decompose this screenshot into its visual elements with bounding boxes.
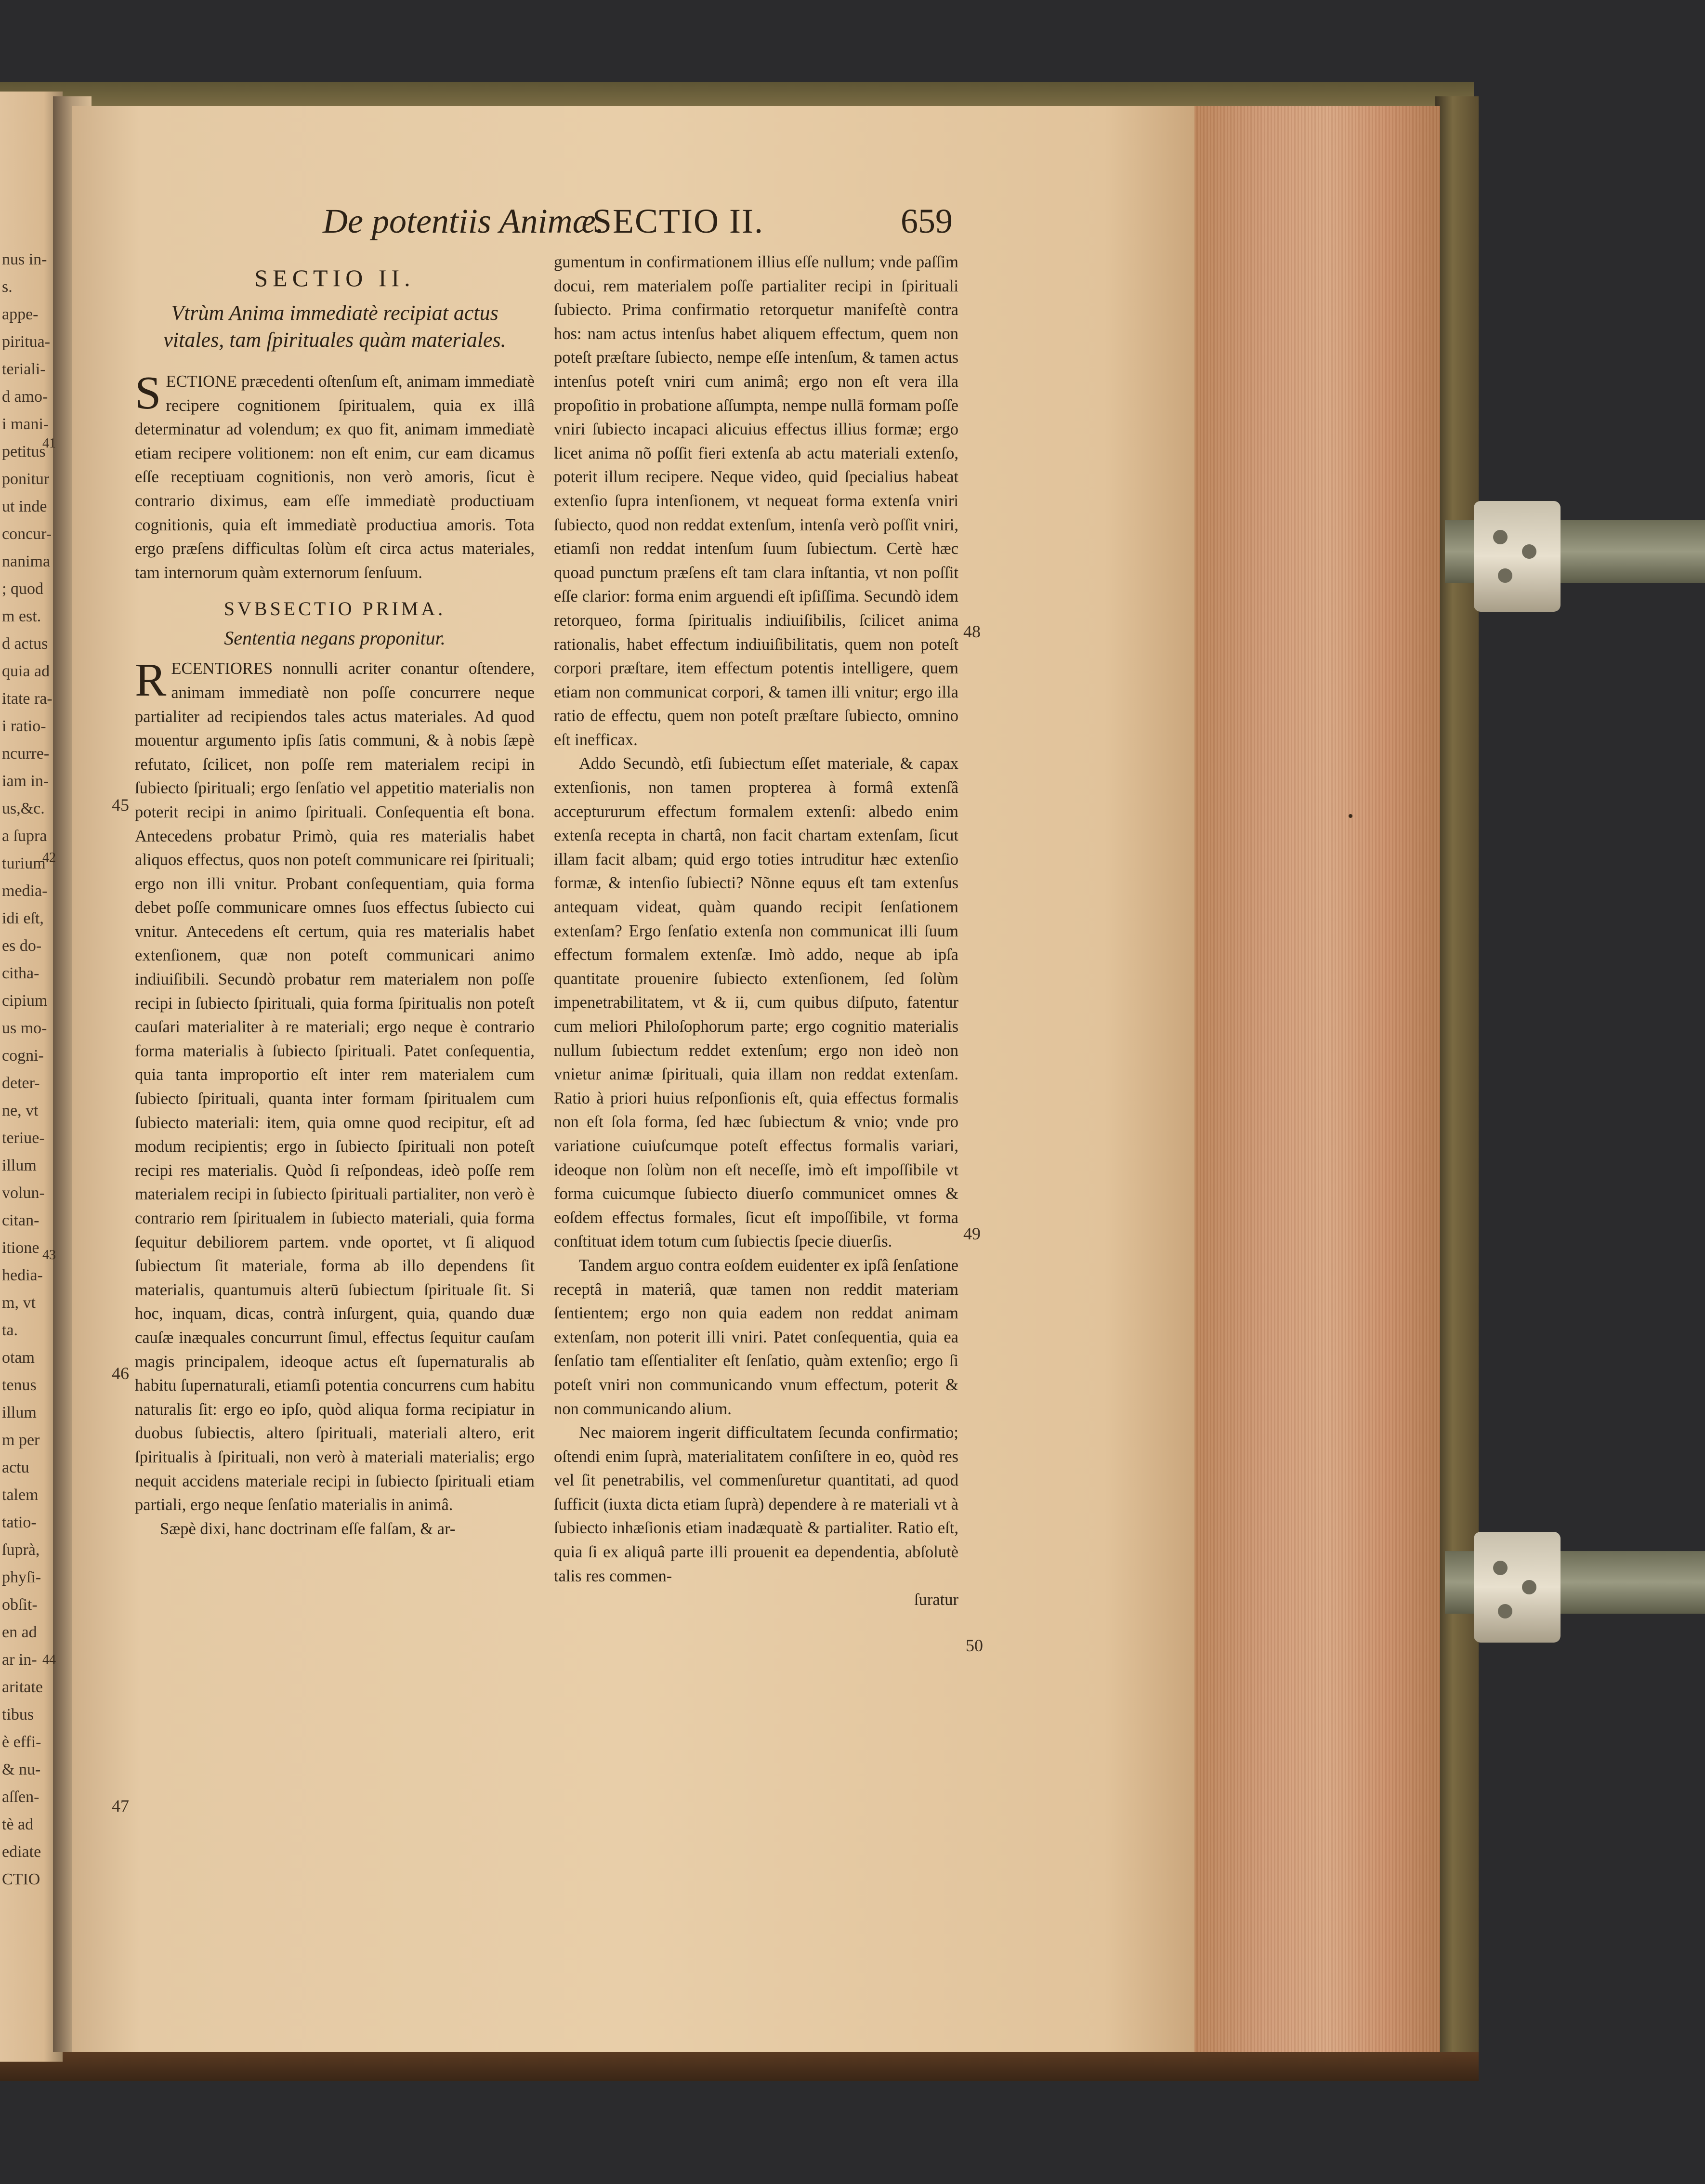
subsection-sententia: Sententia negans proponitur. (224, 627, 446, 649)
left-page-fragment: m per (2, 1431, 40, 1449)
margin-number-49: 49 (963, 1224, 981, 1243)
margin-number-48: 48 (963, 622, 981, 641)
left-margin-number-44: 44 (42, 1652, 56, 1667)
left-page-fragment: illum (2, 1404, 37, 1421)
left-page-fragment: petitus (2, 443, 46, 460)
section-question: Vtrùm Anima immediatè recipiat actus vitales, tam ſpirituales quàm materiales. (163, 301, 506, 352)
left-page-fragment: nus in- (2, 250, 47, 268)
left-page-fragment: tenus (2, 1376, 37, 1394)
left-page-fragment: CTIO (2, 1870, 40, 1888)
left-page-fragment: tè ad (2, 1816, 34, 1833)
page-number: 659 (901, 202, 953, 240)
left-page-fragment: m est. (2, 607, 41, 625)
left-page-fragment: actu (2, 1459, 29, 1476)
left-page-fragment: es do- (2, 937, 42, 955)
subsection-paragraph (135, 654, 535, 1517)
left-page-fragment: turium (2, 855, 46, 872)
section-intro-paragraph (135, 367, 535, 585)
lower-clasp (1445, 1532, 1705, 1643)
left-page-fragment: appe- (2, 305, 39, 323)
clasp-rivet (1522, 544, 1536, 559)
right-paragraph-2: Addo Secundò, etſi ſubiectum eſſet materiale, & capax extenſionis, non tamen propterea à formâ extenſâ acceptururum effectum formalem extenſi: albedo enim extenſa recepta in chartâ, non facit chartam extenſam, ſicut illam facit albam; quid ergo toties intruditur hæc extenſio formæ, & intenſio ſubiecti? Nõnne equus eſt tam extenſus antequam videat, quàm quando recipit ſenſationem extenſam? Ergo ſenſatio extenſa non communicat illi ſuum effectum formalem extenſæ. Imò addo, neque ab ipſa quantitate prouenire ſubiecto extenſionem, ſed ſolùm impenetrabilitatem, vt & ii, cum quibus diſputo, fatentur cum meliori Philoſophorum parte; ergo cognitio materialis nullum ſubiectum reddet extenſum; ergo non ideò non vnietur animæ ſpirituali, quia illam non reddat extenſam. Ratio à priori huius reſponſionis eſt, quia effectus formalis non eſt ſola forma, ſed hæc ſubiectum & vnio; vnde pro variatione cuiuſcumque poteſt effectus formalis variari, ideoque non ſolùm non eſt neceſſe, imò eſt impoſſibile vt forma cuicumque ſubiecto diuerſo communicet omnes & eoſdem effectus formales, ſicut eſt impoſſibile, vt forma conſtituat idem totum cum ſubiectis ſpecie diuerſis. (554, 754, 958, 1251)
running-title: De potentiis Animæ. (323, 202, 604, 240)
margin-number-47: 47 (112, 1796, 129, 1816)
left-page-fragment: ta. (2, 1321, 18, 1339)
right-paragraph-1: gumentum in confirmationem illius eſſe nullum; vnde paſſim docui, rem materialem poſſe partialiter recipi in ſpirituali ſubiecto. Prima confirmatio retorquetur manifeſtè contra hos: nam actus intenſus habet aliquem effectum, quem non poteſt præſtare ſubiecto, nempe eſſe intenſum, & tamen actus intenſus poteſt vniri cum animâ; ergo non eſt vera illa propoſitio in probatione aſſumpta, nempe nullā formam poſſe vniri ſubiecto incapaci alicuius effectus illius formæ; ergo licet anima nõ poſſit fieri extenſa ab actu materiali extenſo, poterit illum recipere. Neque video, quid ſpecialius habeat extenſio ſupra intenſionem, vt nequeat forma extenſa vniri ſubiecto, quod non reddat extenſum, intenſa verò poſſit vniri, etiamſi non reddat intenſum ſuum ſubiectum. Certè hæc quoad punctum præſens eſt tam clara inſtantia, vt non poſſit eſſe clarior: forma enim arguendi eſt ipſiſſima. Secundò idem retorqueo, forma ſpiritualis indiuiſibilis, ſcilicet anima rationalis, habet effectum indiuiſibilitatis, quem non poteſt corpori præſtare, item effectum potentis intelligere, quem etiam non communicat corpori, & tamen illi vnitur; ergo illa ratio de effectu, quem non poteſt præſtare ſubiecto, omnino eſt inefficax. (554, 253, 958, 749)
upper-clasp (1445, 501, 1705, 612)
catchword: ſuratur (914, 1591, 958, 1609)
left-page-fragment: cipium (2, 992, 48, 1010)
left-page-fragment: i ratio- (2, 717, 46, 735)
margin-number-46: 46 (112, 1364, 129, 1383)
left-page-fragment: us mo- (2, 1019, 47, 1037)
left-page-fragment: s. (2, 278, 13, 296)
left-page-fragment: concur- (2, 525, 52, 543)
left-page-fragment: ; quod (2, 580, 43, 598)
left-page-fragment: teriue- (2, 1129, 45, 1147)
left-page-fragment: hedia- (2, 1266, 43, 1284)
clasp-rivet (1498, 1604, 1512, 1618)
margin-number-45: 45 (112, 795, 129, 815)
left-page-fragment: otam (2, 1349, 35, 1367)
left-page-fragment: citan- (2, 1211, 39, 1229)
left-page-fragment: phyſi- (2, 1568, 41, 1586)
left-page-fragment: piritua- (2, 333, 51, 351)
clasp-plate (1474, 501, 1561, 612)
page-block-fore-edge (1190, 106, 1440, 2062)
left-page-fragment: deter- (2, 1074, 40, 1092)
clasp-rivet (1522, 1580, 1536, 1594)
left-page-fragment: us,&c. (2, 800, 45, 817)
left-page-fragment: itate ra- (2, 690, 52, 708)
left-page-fragment: aſſen- (2, 1788, 39, 1806)
left-page-fragment: teriali- (2, 360, 46, 378)
left-page-fragment: obſit- (2, 1596, 38, 1614)
clasp-rivet (1498, 568, 1512, 583)
left-page-fragment: ſuprà, (2, 1541, 40, 1559)
left-page-fragment: ediate (2, 1843, 41, 1861)
left-page-fragment: cogni- (2, 1047, 44, 1065)
subsection-text: ECENTIORES nonnulli acriter conantur oſtendere, animam immediatè non poſſe concurrere neque partialiter ad recipiendos tales actus materiales. Ad quod mouentur argumento ipſis ſatis communi, & à nobis ſæpè refutato, ſcilicet, non poſſe rem materialem recipi in ſubiecto ſpirituali; ergo ſenſatio vel appetitio materialis non poterit recipi in animo ſpirituali. Conſequentia eſt bona. Antecedens probatur Primò, quia res materialis habet aliquos effectus, quos non poteſt communicare rei ſpirituali; ergo non illi vnitur. Probant conſequentiam, quia forma debet poſſe communicare omnes ſuos effectus ſubiecto cui vnitur. Antecedens eſt certum, quia res materialis habet extenſionem, quæ non poteſt communicari animo indiuiſibili. Secundò probatur rem materialem non poſſe recipi in ſubiecto ſpirituali, quia forma ſpiritualis non poteſt cauſari materialiter à re materiali; ergo neque è contrario forma materialis à ſubiecto ſpirituali. Patet conſequentia, quia tanta improportio eſt inter rem materialem cum ſubiecto ſpirituali, quanta inter formam ſpiritualem cum ſubiecto materiali: item, quia omne quod recipitur, eſt ad modum recipientis; ergo in ſubiecto ſpirituali non poteſt recipi res materialis. Quòd ſi reſpondeas, ideò poſſe rem materialem recipi in ſubiecto ſpirituali partialiter, non verò è contrario rem ſpiritualem in ſubiecto materiali, quia forma ſequitur debiliorem partem. vnde oportet, vt ſi aliquod ſubiectum ſit materiale, forma ab illo dependens ſit materialis, quantumuis alterū ſubiectum ſpirituale ſit. Si hoc, inquam, dicas, contrà inſurgent, quia, quando duæ cauſæ inæquales concurrunt ſimul, effectus ſequitur cauſam magis principalem, ideoque actus eſt ſupernaturalis ab habitu ſupernaturali, etiamſi potentia concurrens cum habitu naturalis ſit: ergo eo ipſo, quòd aliqua forma recipiatur in duobus ſubiectis, altero ſpirituali, materiali altero, erit ſpiritualis à ſpirituali, non verò à materiali materialis; ergo nequit accidens materiale recipi in ſubiecto ſpirituali etiam partiali, ergo neque ſenſatio materialis in animâ. (135, 659, 535, 1514)
left-page-fragment: itione (2, 1239, 39, 1257)
drop-cap: S (135, 367, 161, 419)
left-page-fragment: quia ad (2, 662, 50, 680)
book-cover-right-edge (1435, 96, 1479, 2071)
left-page-fragment: volun- (2, 1184, 45, 1202)
left-page-fragment: ncurre- (2, 745, 50, 763)
left-page-fragment: ut inde (2, 498, 47, 515)
running-header (323, 201, 958, 250)
left-page-fragment: nanima (2, 553, 51, 570)
book-cover-bottom-edge (0, 2052, 1479, 2081)
left-page-fragment: aritate (2, 1678, 43, 1696)
left-page-fragment: idi eſt, (2, 909, 44, 927)
section-title: SECTIO II. (254, 264, 415, 291)
left-margin-number-42: 42 (42, 850, 56, 865)
left-page-fragment: è effi- (2, 1733, 41, 1751)
left-margin-number-41: 41 (42, 436, 56, 451)
running-section: SECTIO II. (592, 202, 764, 240)
clasp-rivet (1493, 530, 1508, 544)
left-page-fragment: ar in- (2, 1651, 37, 1669)
left-page-fragment: a ſupra (2, 827, 47, 845)
left-page-fragment: m, vt (2, 1294, 36, 1312)
subsection-title: SVBSECTIO PRIMA. (223, 598, 446, 620)
ink-spot (1349, 814, 1352, 818)
left-page-fragment: ponitur (2, 470, 50, 488)
left-page-fragment: iam in- (2, 772, 49, 790)
left-page-fragment: tatio- (2, 1513, 37, 1531)
text-column-right (554, 250, 958, 1612)
intro-text: ECTIONE præcedenti oſtenſum eſt, animam immediatè recipere cognitionem ſpiritualem, quia ex illâ determinatur ad volendum; ex quo fit, animam immediatè etiam recipere volitionem: non eſt enim, cur eam dicamus eſſe receptiuam cognitionis, non verò amoris, ſicut è contrario diximus, eam eſſe immediatè productiuam cognitionis, quia eſt immediatè productiua amoris. Tota ergo præſens difficultas ſolùm eſt circa actus materiales, tam internorum quàm externorum ſenſuum. (135, 372, 535, 582)
clasp-rivet (1493, 1561, 1508, 1575)
left-page-fragment: ne, vt (2, 1102, 39, 1119)
left-page-fragment: & nu- (2, 1761, 41, 1778)
right-paragraph-3: Tandem arguo contra eoſdem euidenter ex ipſâ ſenſatione receptâ in materiâ, quæ tamen non reddit materiam ſentientem; ergo non quia eadem non reddat animam extenſam, non poterit illi vniri. Patet conſequentia, quia ea ſenſatio tam eſſentialiter eſt ſenſatio, quàm extenſio; ergo ſi poteſt vniri non communicando vnum effectum, poterit & non communicando alium. (554, 1256, 958, 1418)
clasp-plate (1474, 1532, 1561, 1643)
left-page-fragment: i mani- (2, 415, 49, 433)
left-page-fragment: citha- (2, 964, 39, 982)
left-page-fragment: en ad (2, 1623, 37, 1641)
margin-number-50: 50 (966, 1636, 983, 1655)
left-page-fragment: tibus (2, 1706, 34, 1724)
left-page-fragment: media- (2, 882, 48, 900)
left-margin-number-43: 43 (42, 1248, 56, 1263)
drop-cap: R (135, 654, 167, 707)
left-page-fragment: d amo- (2, 388, 48, 406)
left-page-fragment: talem (2, 1486, 39, 1504)
right-paragraph-4: Nec maiorem ingerit difficultatem ſecunda confirmatio; oſtendi enim ſuprà, materialitatem conſiſtere in eo, quòd res vel ſit penetrabilis, vel commenſuretur quantitati, ad quod ſufficit (iuxta dicta etiam ſuprà) dependere à re materiali vt à ſubiecto inhæſionis etiam inadæquatè & partialiter. Ratio eſt, quia ſi ex aliquâ parte illi prouenit ea dependentia, abſolutè talis res commen- (554, 1423, 958, 1585)
paragraph-last-line: Sæpè dixi, hanc doctrinam eſſe falſam, & ar- (160, 1519, 456, 1538)
left-page-fragment: illum (2, 1157, 37, 1174)
left-page-fragment: d actus (2, 635, 48, 653)
text-column-left (135, 264, 535, 1541)
